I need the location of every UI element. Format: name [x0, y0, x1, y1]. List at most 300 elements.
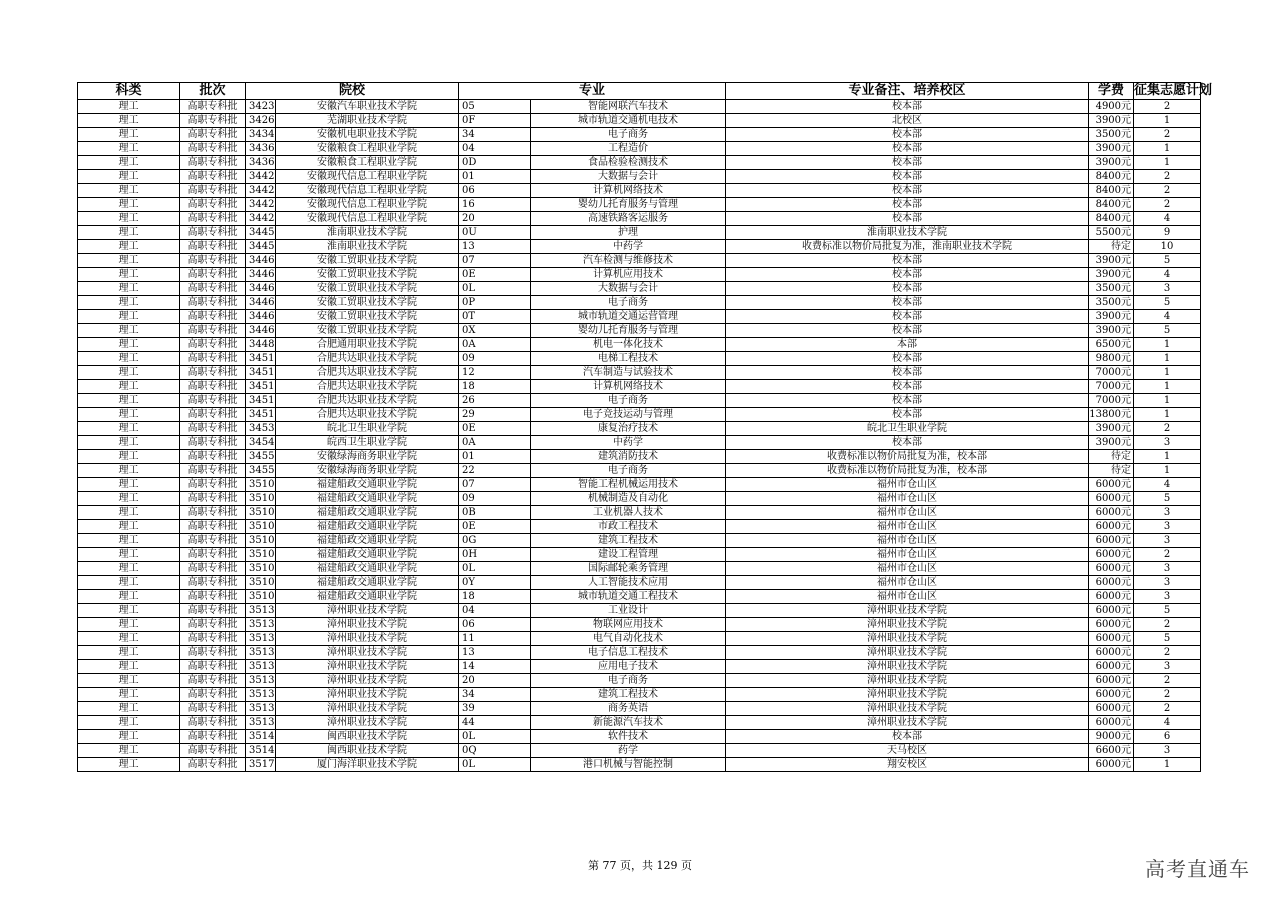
cell-school-code: 3451 [246, 352, 276, 366]
cell-plan-count: 4 [1134, 716, 1201, 730]
cell-major-code: 44 [459, 716, 531, 730]
cell-school-code: 3510 [246, 590, 276, 604]
cell-major-name: 港口机械与智能控制 [531, 758, 726, 772]
cell-major-name: 城市轨道交通工程技术 [531, 590, 726, 604]
cell-school-code: 3510 [246, 534, 276, 548]
cell-batch: 高职专科批 [180, 618, 246, 632]
cell-major-code: 0G [459, 534, 531, 548]
cell-category: 理工 [78, 562, 180, 576]
cell-school-code: 3510 [246, 478, 276, 492]
cell-major-code: 29 [459, 408, 531, 422]
cell-tuition: 8400元 [1089, 184, 1134, 198]
cell-school-code: 3442 [246, 212, 276, 226]
cell-major-code: 39 [459, 702, 531, 716]
cell-plan-count: 6 [1134, 730, 1201, 744]
cell-batch: 高职专科批 [180, 366, 246, 380]
table-row [78, 184, 1201, 198]
cell-major-name: 应用电子技术 [531, 660, 726, 674]
cell-tuition: 3900元 [1089, 268, 1134, 282]
cell-category: 理工 [78, 394, 180, 408]
cell-plan-count: 3 [1134, 576, 1201, 590]
table-row [78, 758, 1201, 772]
cell-major-notes: 校本部 [726, 100, 1089, 114]
cell-school-name: 漳州职业技术学院 [276, 716, 459, 730]
cell-school-name: 合肥共达职业技术学院 [276, 408, 459, 422]
table-body [78, 100, 1201, 772]
cell-tuition: 6000元 [1089, 590, 1134, 604]
cell-major-code: 09 [459, 352, 531, 366]
cell-category: 理工 [78, 408, 180, 422]
cell-plan-count: 4 [1134, 268, 1201, 282]
cell-plan-count: 2 [1134, 646, 1201, 660]
header-tuition: 学费 [1089, 83, 1134, 100]
cell-major-code: 18 [459, 380, 531, 394]
cell-school-name: 福建船政交通职业学院 [276, 492, 459, 506]
cell-school-name: 漳州职业技术学院 [276, 646, 459, 660]
cell-category: 理工 [78, 128, 180, 142]
cell-school-code: 3453 [246, 422, 276, 436]
cell-batch: 高职专科批 [180, 422, 246, 436]
cell-plan-count: 1 [1134, 114, 1201, 128]
cell-plan-count: 3 [1134, 562, 1201, 576]
table-row [78, 450, 1201, 464]
cell-category: 理工 [78, 240, 180, 254]
cell-tuition: 3900元 [1089, 436, 1134, 450]
cell-batch: 高职专科批 [180, 142, 246, 156]
cell-category: 理工 [78, 436, 180, 450]
cell-school-name: 福建船政交通职业学院 [276, 520, 459, 534]
cell-school-code: 3513 [246, 632, 276, 646]
cell-tuition: 9800元 [1089, 352, 1134, 366]
cell-school-code: 3510 [246, 576, 276, 590]
cell-major-notes: 福州市仓山区 [726, 562, 1089, 576]
cell-school-name: 安徽现代信息工程职业学院 [276, 198, 459, 212]
table-row [78, 576, 1201, 590]
cell-category: 理工 [78, 590, 180, 604]
cell-major-name: 城市轨道交通运营管理 [531, 310, 726, 324]
cell-tuition: 3900元 [1089, 310, 1134, 324]
table-row [78, 562, 1201, 576]
cell-school-name: 淮南职业技术学院 [276, 226, 459, 240]
table-row [78, 324, 1201, 338]
cell-major-name: 电子商务 [531, 394, 726, 408]
cell-batch: 高职专科批 [180, 338, 246, 352]
table-row [78, 674, 1201, 688]
table-row [78, 492, 1201, 506]
cell-school-name: 福建船政交通职业学院 [276, 534, 459, 548]
table-row [78, 212, 1201, 226]
cell-major-name: 建筑工程技术 [531, 534, 726, 548]
cell-major-name: 城市轨道交通机电技术 [531, 114, 726, 128]
cell-plan-count: 4 [1134, 310, 1201, 324]
cell-category: 理工 [78, 156, 180, 170]
cell-major-notes: 校本部 [726, 254, 1089, 268]
cell-tuition: 8400元 [1089, 170, 1134, 184]
cell-major-notes: 校本部 [726, 128, 1089, 142]
cell-tuition: 6000元 [1089, 646, 1134, 660]
cell-school-code: 3451 [246, 380, 276, 394]
cell-school-name: 漳州职业技术学院 [276, 618, 459, 632]
cell-major-notes: 漳州职业技术学院 [726, 632, 1089, 646]
cell-batch: 高职专科批 [180, 226, 246, 240]
cell-major-code: 0L [459, 282, 531, 296]
table-row [78, 156, 1201, 170]
cell-batch: 高职专科批 [180, 184, 246, 198]
cell-batch: 高职专科批 [180, 534, 246, 548]
cell-school-name: 安徽绿海商务职业学院 [276, 450, 459, 464]
cell-batch: 高职专科批 [180, 506, 246, 520]
cell-major-notes: 校本部 [726, 352, 1089, 366]
table-row [78, 702, 1201, 716]
cell-school-name: 闽西职业技术学院 [276, 730, 459, 744]
table-row [78, 744, 1201, 758]
cell-school-code: 3513 [246, 674, 276, 688]
cell-tuition: 4900元 [1089, 100, 1134, 114]
cell-major-code: 14 [459, 660, 531, 674]
cell-tuition: 3900元 [1089, 324, 1134, 338]
table-row [78, 422, 1201, 436]
cell-major-name: 工业设计 [531, 604, 726, 618]
cell-tuition: 6000元 [1089, 548, 1134, 562]
cell-tuition: 9000元 [1089, 730, 1134, 744]
table-row [78, 590, 1201, 604]
cell-plan-count: 2 [1134, 184, 1201, 198]
cell-batch: 高职专科批 [180, 632, 246, 646]
cell-major-notes: 收费标准以物价局批复为准，校本部 [726, 464, 1089, 478]
table-row [78, 240, 1201, 254]
cell-major-notes: 校本部 [726, 730, 1089, 744]
cell-batch: 高职专科批 [180, 688, 246, 702]
cell-major-notes: 漳州职业技术学院 [726, 674, 1089, 688]
cell-category: 理工 [78, 702, 180, 716]
cell-major-code: 18 [459, 590, 531, 604]
cell-batch: 高职专科批 [180, 464, 246, 478]
cell-tuition: 6000元 [1089, 478, 1134, 492]
cell-major-notes: 校本部 [726, 394, 1089, 408]
cell-school-code: 3445 [246, 240, 276, 254]
cell-tuition: 7000元 [1089, 366, 1134, 380]
cell-tuition: 6000元 [1089, 632, 1134, 646]
cell-major-notes: 校本部 [726, 198, 1089, 212]
cell-major-name: 建筑工程技术 [531, 688, 726, 702]
cell-category: 理工 [78, 506, 180, 520]
cell-school-name: 安徽粮食工程职业学院 [276, 142, 459, 156]
table-row [78, 534, 1201, 548]
cell-major-notes: 漳州职业技术学院 [726, 618, 1089, 632]
cell-plan-count: 2 [1134, 422, 1201, 436]
table-row [78, 730, 1201, 744]
cell-major-code: 0D [459, 156, 531, 170]
cell-plan-count: 1 [1134, 450, 1201, 464]
cell-school-name: 安徽现代信息工程职业学院 [276, 170, 459, 184]
cell-school-code: 3448 [246, 338, 276, 352]
cell-major-notes: 校本部 [726, 408, 1089, 422]
cell-tuition: 3500元 [1089, 128, 1134, 142]
cell-major-notes: 校本部 [726, 142, 1089, 156]
cell-plan-count: 2 [1134, 702, 1201, 716]
cell-plan-count: 2 [1134, 674, 1201, 688]
table-row [78, 170, 1201, 184]
cell-major-code: 07 [459, 478, 531, 492]
cell-major-notes: 校本部 [726, 156, 1089, 170]
table-row [78, 282, 1201, 296]
cell-batch: 高职专科批 [180, 702, 246, 716]
cell-batch: 高职专科批 [180, 394, 246, 408]
cell-school-name: 福建船政交通职业学院 [276, 562, 459, 576]
cell-school-code: 3455 [246, 464, 276, 478]
cell-school-code: 3434 [246, 128, 276, 142]
cell-batch: 高职专科批 [180, 170, 246, 184]
table-row [78, 604, 1201, 618]
cell-plan-count: 2 [1134, 198, 1201, 212]
cell-plan-count: 2 [1134, 688, 1201, 702]
cell-school-code: 3426 [246, 114, 276, 128]
cell-plan-count: 3 [1134, 534, 1201, 548]
cell-major-code: 0L [459, 562, 531, 576]
cell-school-name: 福建船政交通职业学院 [276, 576, 459, 590]
cell-major-notes: 校本部 [726, 184, 1089, 198]
cell-category: 理工 [78, 254, 180, 268]
cell-batch: 高职专科批 [180, 100, 246, 114]
cell-school-code: 3517 [246, 758, 276, 772]
cell-major-notes: 福州市仓山区 [726, 590, 1089, 604]
cell-major-name: 大数据与会计 [531, 170, 726, 184]
cell-school-code: 3446 [246, 310, 276, 324]
cell-major-code: 09 [459, 492, 531, 506]
cell-major-notes: 漳州职业技术学院 [726, 660, 1089, 674]
cell-batch: 高职专科批 [180, 324, 246, 338]
cell-school-name: 厦门海洋职业技术学院 [276, 758, 459, 772]
table-row [78, 548, 1201, 562]
cell-major-code: 01 [459, 450, 531, 464]
cell-school-code: 3451 [246, 408, 276, 422]
cell-tuition: 6000元 [1089, 660, 1134, 674]
cell-category: 理工 [78, 282, 180, 296]
cell-major-notes: 福州市仓山区 [726, 520, 1089, 534]
cell-category: 理工 [78, 520, 180, 534]
cell-plan-count: 5 [1134, 492, 1201, 506]
cell-plan-count: 3 [1134, 744, 1201, 758]
cell-batch: 高职专科批 [180, 198, 246, 212]
admission-plan-table [77, 82, 1213, 772]
cell-batch: 高职专科批 [180, 408, 246, 422]
cell-school-code: 3513 [246, 688, 276, 702]
cell-batch: 高职专科批 [180, 562, 246, 576]
cell-major-name: 大数据与会计 [531, 282, 726, 296]
cell-tuition: 6600元 [1089, 744, 1134, 758]
cell-major-name: 食品检验检测技术 [531, 156, 726, 170]
cell-category: 理工 [78, 142, 180, 156]
cell-major-name: 计算机网络技术 [531, 380, 726, 394]
cell-major-name: 建设工程管理 [531, 548, 726, 562]
cell-school-name: 安徽粮食工程职业学院 [276, 156, 459, 170]
cell-major-name: 电子商务 [531, 296, 726, 310]
cell-major-name: 电梯工程技术 [531, 352, 726, 366]
cell-major-notes: 校本部 [726, 310, 1089, 324]
cell-major-name: 人工智能技术应用 [531, 576, 726, 590]
cell-school-code: 3513 [246, 716, 276, 730]
cell-batch: 高职专科批 [180, 744, 246, 758]
cell-school-name: 漳州职业技术学院 [276, 702, 459, 716]
cell-tuition: 6000元 [1089, 492, 1134, 506]
cell-plan-count: 3 [1134, 506, 1201, 520]
cell-major-name: 机电一体化技术 [531, 338, 726, 352]
cell-tuition: 6000元 [1089, 604, 1134, 618]
cell-major-code: 0A [459, 338, 531, 352]
cell-batch: 高职专科批 [180, 716, 246, 730]
cell-batch: 高职专科批 [180, 450, 246, 464]
cell-major-name: 汽车制造与试验技术 [531, 366, 726, 380]
table-row [78, 352, 1201, 366]
cell-major-name: 电子商务 [531, 464, 726, 478]
watermark-logo-text: 高考直通车 [1145, 857, 1250, 881]
cell-major-name: 建筑消防技术 [531, 450, 726, 464]
cell-major-notes: 校本部 [726, 268, 1089, 282]
cell-tuition: 3500元 [1089, 296, 1134, 310]
cell-major-code: 0H [459, 548, 531, 562]
cell-school-name: 福建船政交通职业学院 [276, 506, 459, 520]
cell-major-name: 康复治疗技术 [531, 422, 726, 436]
cell-school-code: 3442 [246, 198, 276, 212]
cell-major-code: 06 [459, 618, 531, 632]
cell-tuition: 待定 [1089, 464, 1134, 478]
cell-school-name: 漳州职业技术学院 [276, 688, 459, 702]
cell-category: 理工 [78, 366, 180, 380]
cell-major-code: 0A [459, 436, 531, 450]
cell-school-name: 安徽工贸职业技术学院 [276, 254, 459, 268]
table-row [78, 394, 1201, 408]
cell-major-name: 商务英语 [531, 702, 726, 716]
cell-major-code: 04 [459, 604, 531, 618]
cell-plan-count: 2 [1134, 170, 1201, 184]
cell-school-name: 漳州职业技术学院 [276, 604, 459, 618]
cell-category: 理工 [78, 310, 180, 324]
cell-major-name: 汽车检测与维修技术 [531, 254, 726, 268]
cell-batch: 高职专科批 [180, 730, 246, 744]
cell-category: 理工 [78, 492, 180, 506]
cell-tuition: 6000元 [1089, 506, 1134, 520]
cell-major-code: 04 [459, 142, 531, 156]
cell-tuition: 6000元 [1089, 688, 1134, 702]
cell-batch: 高职专科批 [180, 128, 246, 142]
cell-major-name: 软件技术 [531, 730, 726, 744]
cell-major-code: 0E [459, 268, 531, 282]
cell-school-code: 3436 [246, 156, 276, 170]
cell-school-code: 3446 [246, 268, 276, 282]
cell-batch: 高职专科批 [180, 646, 246, 660]
cell-plan-count: 3 [1134, 282, 1201, 296]
cell-major-name: 国际邮轮乘务管理 [531, 562, 726, 576]
cell-school-name: 福建船政交通职业学院 [276, 590, 459, 604]
cell-school-name: 皖北卫生职业学院 [276, 422, 459, 436]
cell-major-notes: 校本部 [726, 324, 1089, 338]
cell-major-notes: 校本部 [726, 170, 1089, 184]
cell-school-code: 3510 [246, 548, 276, 562]
cell-plan-count: 3 [1134, 660, 1201, 674]
cell-plan-count: 1 [1134, 758, 1201, 772]
cell-major-notes: 福州市仓山区 [726, 492, 1089, 506]
cell-category: 理工 [78, 324, 180, 338]
cell-batch: 高职专科批 [180, 478, 246, 492]
cell-major-notes: 校本部 [726, 380, 1089, 394]
page-number: 第 77 页，共 129 页 [588, 859, 692, 872]
cell-category: 理工 [78, 478, 180, 492]
cell-school-name: 安徽工贸职业技术学院 [276, 268, 459, 282]
cell-school-name: 合肥共达职业技术学院 [276, 366, 459, 380]
cell-major-notes: 漳州职业技术学院 [726, 702, 1089, 716]
cell-school-code: 3510 [246, 520, 276, 534]
cell-category: 理工 [78, 618, 180, 632]
header-category: 科类 [78, 83, 180, 100]
cell-major-name: 计算机应用技术 [531, 268, 726, 282]
cell-tuition: 6000元 [1089, 702, 1134, 716]
table-row [78, 366, 1201, 380]
table-row [78, 688, 1201, 702]
table-row [78, 114, 1201, 128]
cell-school-name: 合肥共达职业技术学院 [276, 380, 459, 394]
cell-tuition: 待定 [1089, 450, 1134, 464]
cell-school-name: 安徽工贸职业技术学院 [276, 296, 459, 310]
cell-major-notes: 福州市仓山区 [726, 478, 1089, 492]
table-row [78, 380, 1201, 394]
cell-major-code: 05 [459, 100, 531, 114]
cell-batch: 高职专科批 [180, 352, 246, 366]
cell-category: 理工 [78, 268, 180, 282]
cell-batch: 高职专科批 [180, 520, 246, 534]
cell-major-notes: 校本部 [726, 436, 1089, 450]
cell-school-name: 合肥共达职业技术学院 [276, 352, 459, 366]
cell-school-code: 3436 [246, 142, 276, 156]
cell-batch: 高职专科批 [180, 156, 246, 170]
cell-tuition: 7000元 [1089, 394, 1134, 408]
cell-school-code: 3446 [246, 282, 276, 296]
cell-school-name: 闽西职业技术学院 [276, 744, 459, 758]
cell-major-code: 0P [459, 296, 531, 310]
cell-major-code: 0E [459, 520, 531, 534]
cell-category: 理工 [78, 422, 180, 436]
cell-school-code: 3446 [246, 324, 276, 338]
table-row [78, 268, 1201, 282]
cell-school-code: 3514 [246, 744, 276, 758]
cell-category: 理工 [78, 198, 180, 212]
cell-category: 理工 [78, 534, 180, 548]
cell-major-notes: 天马校区 [726, 744, 1089, 758]
cell-school-code: 3513 [246, 660, 276, 674]
cell-batch: 高职专科批 [180, 604, 246, 618]
cell-major-name: 电子商务 [531, 128, 726, 142]
cell-tuition: 待定 [1089, 240, 1134, 254]
cell-batch: 高职专科批 [180, 380, 246, 394]
cell-school-code: 3455 [246, 450, 276, 464]
cell-category: 理工 [78, 660, 180, 674]
cell-category: 理工 [78, 100, 180, 114]
cell-major-name: 护理 [531, 226, 726, 240]
cell-school-code: 3446 [246, 254, 276, 268]
cell-school-name: 安徽现代信息工程职业学院 [276, 184, 459, 198]
cell-major-notes: 北校区 [726, 114, 1089, 128]
cell-school-name: 合肥通用职业技术学院 [276, 338, 459, 352]
cell-major-name: 中药学 [531, 240, 726, 254]
cell-plan-count: 3 [1134, 436, 1201, 450]
cell-school-name: 安徽汽车职业技术学院 [276, 100, 459, 114]
cell-major-code: 0T [459, 310, 531, 324]
cell-school-code: 3446 [246, 296, 276, 310]
table-row [78, 310, 1201, 324]
cell-major-name: 工程造价 [531, 142, 726, 156]
cell-school-code: 3442 [246, 170, 276, 184]
cell-tuition: 3900元 [1089, 156, 1134, 170]
cell-tuition: 6000元 [1089, 674, 1134, 688]
